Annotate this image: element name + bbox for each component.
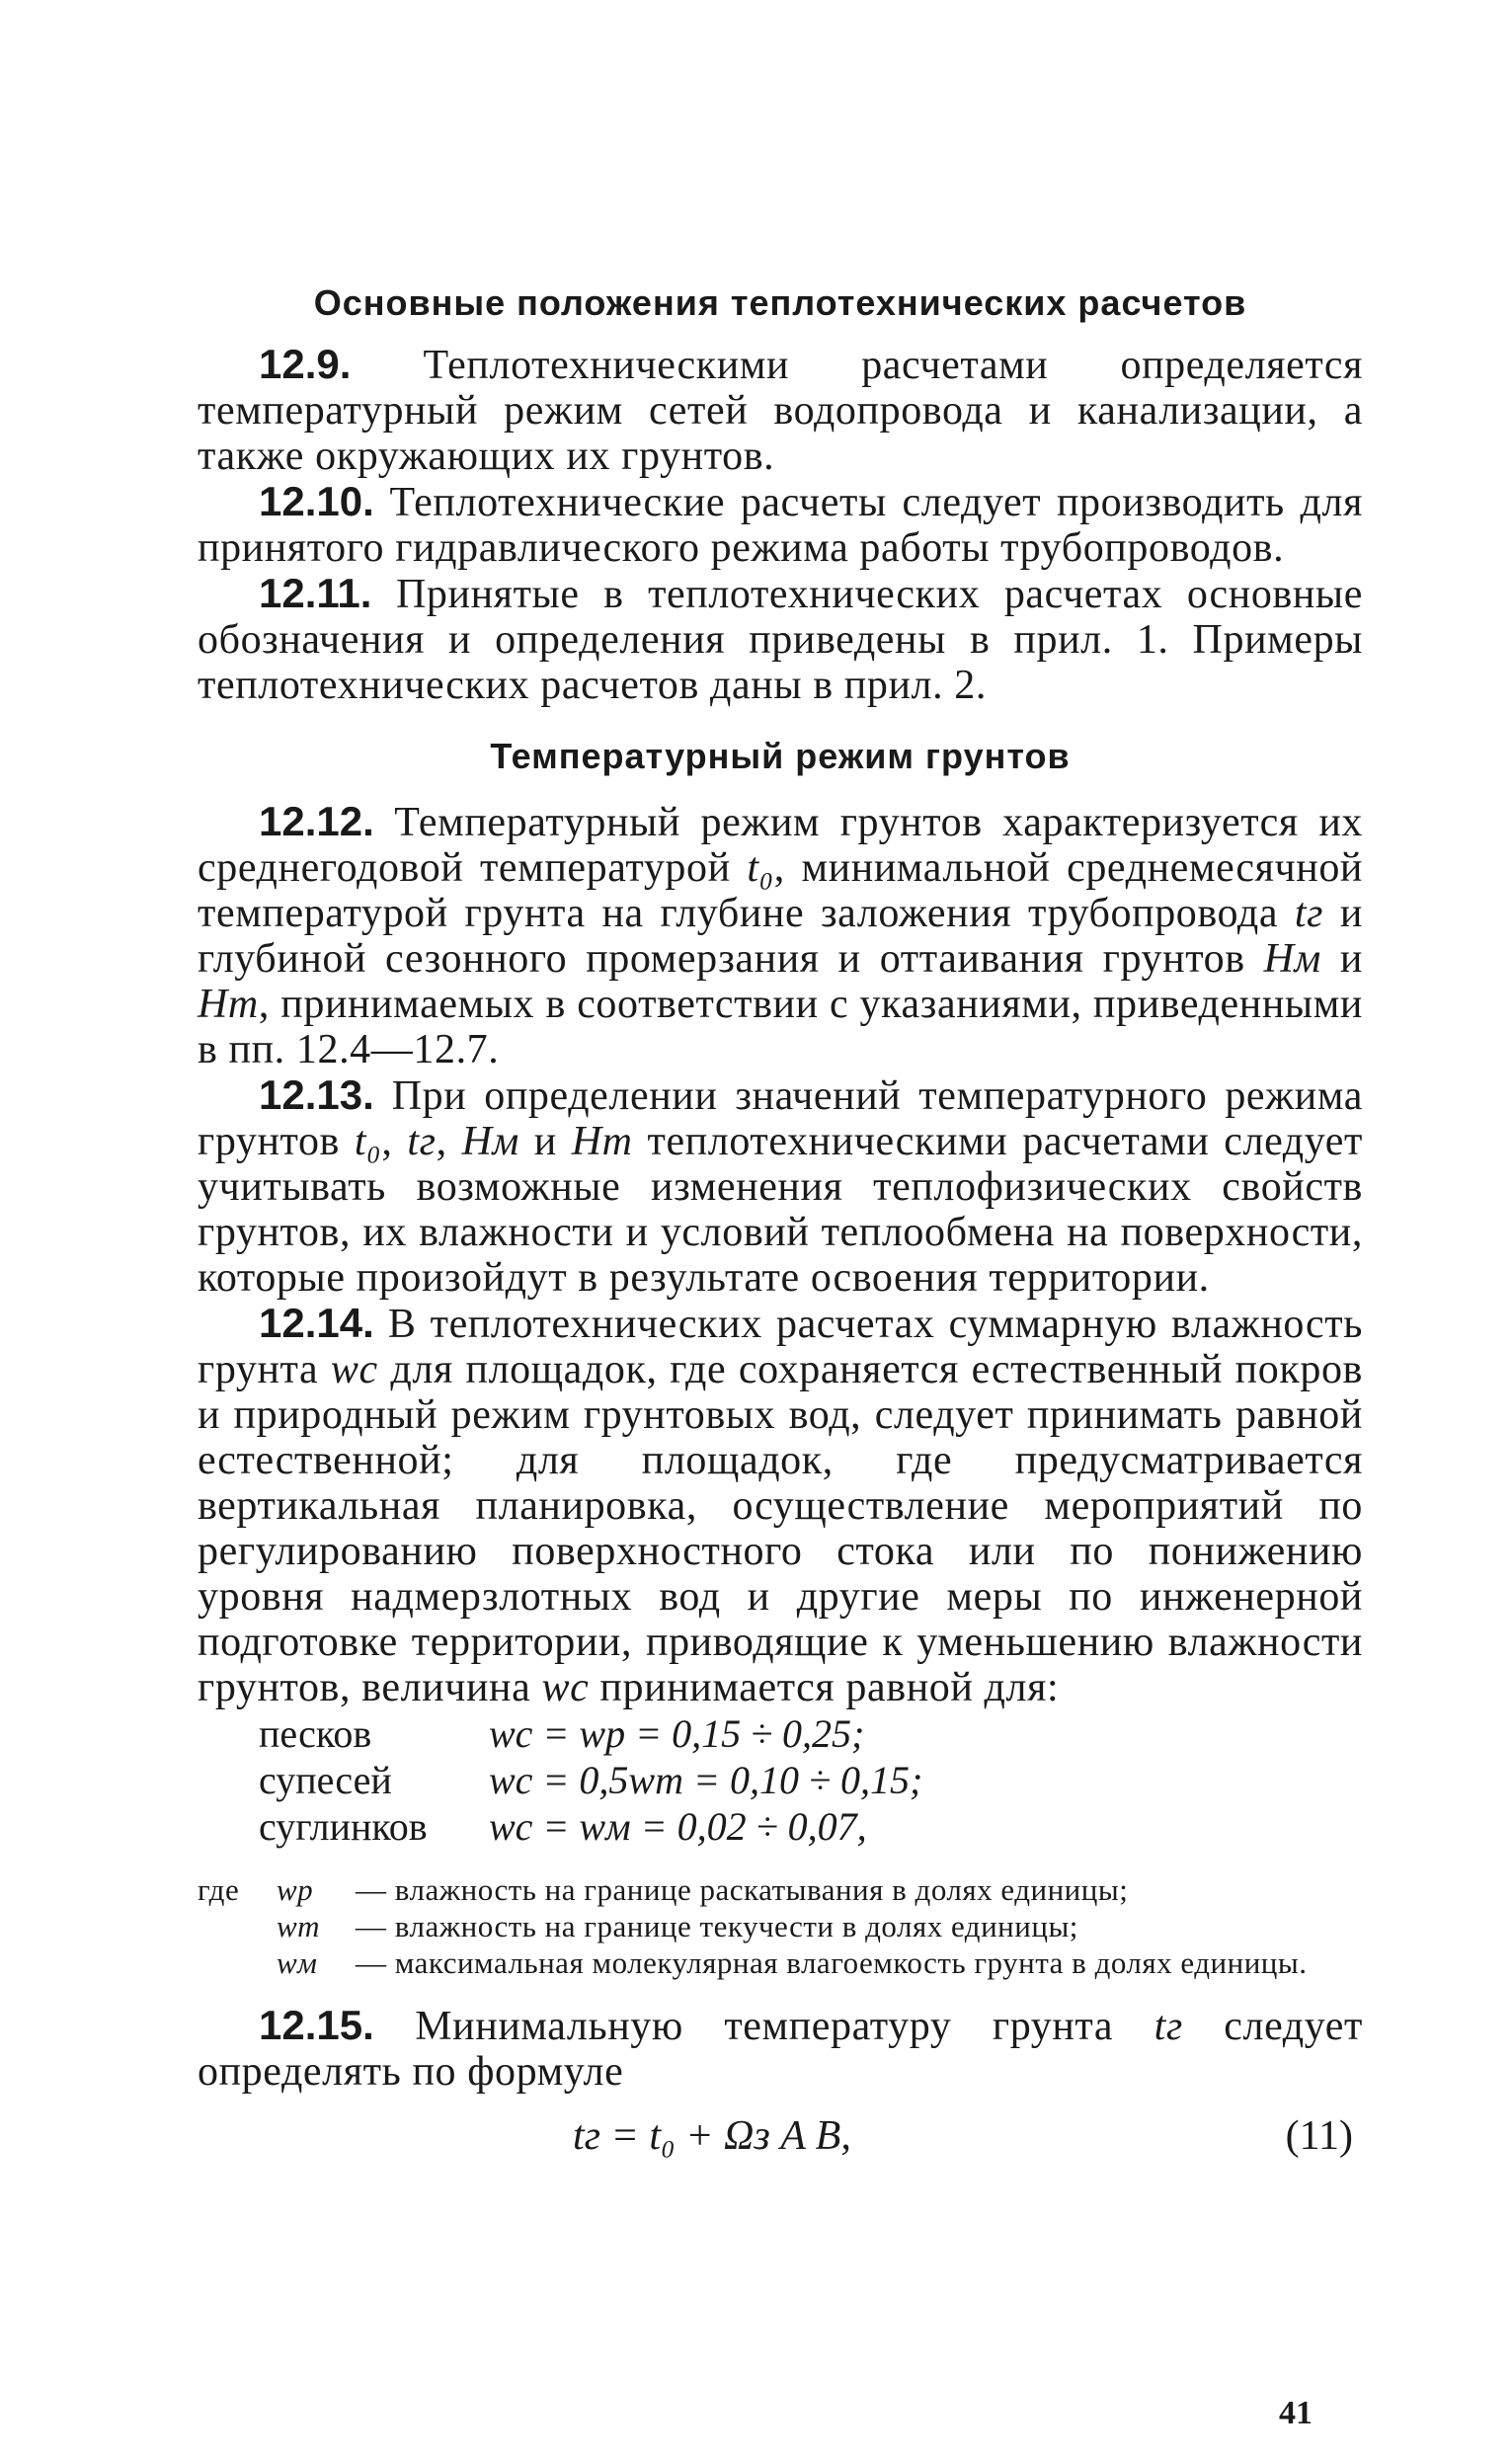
text-segment: , bbox=[381, 1119, 408, 1164]
text-segment: Температурный режим грунтов характеризуется их среднегодовой температурой bbox=[198, 800, 1364, 891]
text-segment: и bbox=[1320, 936, 1363, 982]
clause-number: 12.12. bbox=[259, 798, 374, 844]
paragraph-12-13 bbox=[198, 1072, 1363, 1301]
note-row bbox=[198, 1944, 1363, 1981]
clause-text: Теплотехническими расчетами определяется температурный режим сетей водопровода и канализации, а также окружающих их грунтов. bbox=[198, 343, 1363, 479]
symbol: wс bbox=[541, 1665, 590, 1710]
formula-11: tг = t₀ + Ωз A B, bbox=[573, 2113, 851, 2159]
section-heading-thermal-calculations: Основные положения теплотехнических расчетов bbox=[313, 282, 1247, 323]
paragraph-12-10 bbox=[198, 479, 1363, 571]
text-segment: , bbox=[436, 1119, 462, 1164]
paragraph-12-15 bbox=[198, 2003, 1363, 2095]
symbol: Hт bbox=[198, 982, 259, 1027]
note-symbol: wт bbox=[277, 1909, 321, 1943]
paragraph-12-11 bbox=[198, 571, 1363, 708]
symbol: tг bbox=[407, 1119, 437, 1164]
text-segment: теплотехническими расчетами следует учитывать возможные изменения теплофизических свойств грунтов, их влажности и условий теплообмена на поверхности, которые произойдут в результате освоения территории. bbox=[198, 1119, 1363, 1301]
text-segment: принимается равной для: bbox=[589, 1665, 1060, 1710]
text-segment: для площадок, где сохраняется естественный покров и природный режим грунтовых вод, следует принимать равной естественной; для площадок, где предусматривается вертикальная планировка, осуществление мероприятий по регулированию поверхностного стока или по понижению уровня надмерзлотных вод и другие меры по инженерной подготовке территории, приводящие к уменьшению влажности грунтов, величина bbox=[198, 1347, 1363, 1710]
material-row bbox=[259, 1710, 1363, 1757]
text-segment: При определении значений температурного режима грунтов bbox=[198, 1073, 1363, 1164]
text-segment: , принимаемых в соответствии с указаниями, приведенными в пп. 12.4—12.7. bbox=[198, 982, 1363, 1072]
symbol: Hм bbox=[1263, 936, 1321, 982]
clause-number: 12.14. bbox=[259, 1300, 374, 1346]
note-text: — влажность на границе текучести в долях единицы; bbox=[356, 1909, 1078, 1943]
clause-number: 12.15. bbox=[259, 2002, 374, 2048]
material-name: супесей bbox=[259, 1758, 392, 1802]
text-segment: , минимальной среднемесячной температурой грунта на глубине заложения трубопровода bbox=[198, 845, 1363, 936]
section-heading-soil-temperature: Температурный режим грунтов bbox=[490, 736, 1071, 776]
note-row bbox=[198, 1908, 1363, 1944]
material-name: песков bbox=[259, 1711, 372, 1756]
material-row bbox=[259, 1803, 1363, 1850]
material-value: wс = 0,5wт = 0,10 ÷ 0,15; bbox=[489, 1758, 923, 1802]
note-text: — влажность на границе раскатывания в долях единицы; bbox=[356, 1872, 1129, 1907]
symbol: Hт bbox=[571, 1119, 633, 1164]
clause-number: 12.9. bbox=[259, 341, 352, 387]
note-text: — максимальная молекулярная влагоемкость грунта в долях единицы. bbox=[356, 1945, 1308, 1980]
symbol: t₀ bbox=[354, 1119, 382, 1164]
text-segment: Минимальную температуру грунта bbox=[415, 2004, 1154, 2049]
clause-text: Теплотехнические расчеты следует производить для принятого гидравлического режима работы трубопроводов. bbox=[198, 480, 1363, 571]
material-name: суглинков bbox=[259, 1804, 428, 1849]
page-number: 41 bbox=[1279, 2395, 1313, 2431]
clause-number: 12.13. bbox=[259, 1071, 374, 1118]
note-symbol: wр bbox=[277, 1872, 314, 1907]
page-content bbox=[198, 277, 1363, 2160]
text-segment: и bbox=[518, 1119, 572, 1164]
note-row bbox=[198, 1871, 1363, 1908]
text-segment: следует определять по формуле bbox=[198, 2004, 1363, 2095]
paragraph-12-14 bbox=[198, 1301, 1363, 1710]
note-symbol: wм bbox=[277, 1945, 318, 1980]
materials-list bbox=[198, 1710, 1363, 1850]
material-value: wс = wр = 0,15 ÷ 0,25; bbox=[489, 1711, 865, 1756]
clause-number: 12.11. bbox=[259, 570, 372, 616]
clause-text: Принятые в теплотехнических расчетах основные обозначения и определения приведены в прил. 1. Примеры теплотехнических расчетов даны в прил. 2. bbox=[198, 572, 1363, 708]
symbol: t₀ bbox=[747, 845, 774, 891]
paragraph-12-12 bbox=[198, 799, 1363, 1072]
symbol: Hм bbox=[461, 1119, 519, 1164]
formula-line bbox=[198, 2112, 1363, 2160]
material-value: wс = wм = 0,02 ÷ 0,07, bbox=[489, 1804, 867, 1849]
symbol: tг bbox=[1154, 2004, 1183, 2049]
note-lead: где bbox=[198, 1872, 240, 1907]
text-segment: В теплотехнических расчетах суммарную влажность грунта bbox=[198, 1302, 1363, 1392]
symbol-notes bbox=[198, 1871, 1363, 1981]
symbol: tг bbox=[1294, 891, 1324, 936]
text-segment: и глубиной сезонного промерзания и оттаивания грунтов bbox=[198, 891, 1363, 982]
formula-number: (11) bbox=[1285, 2113, 1353, 2159]
clause-number: 12.10. bbox=[259, 478, 374, 524]
paragraph-12-9 bbox=[198, 342, 1363, 479]
material-row bbox=[259, 1757, 1363, 1803]
symbol: wс bbox=[330, 1347, 378, 1392]
